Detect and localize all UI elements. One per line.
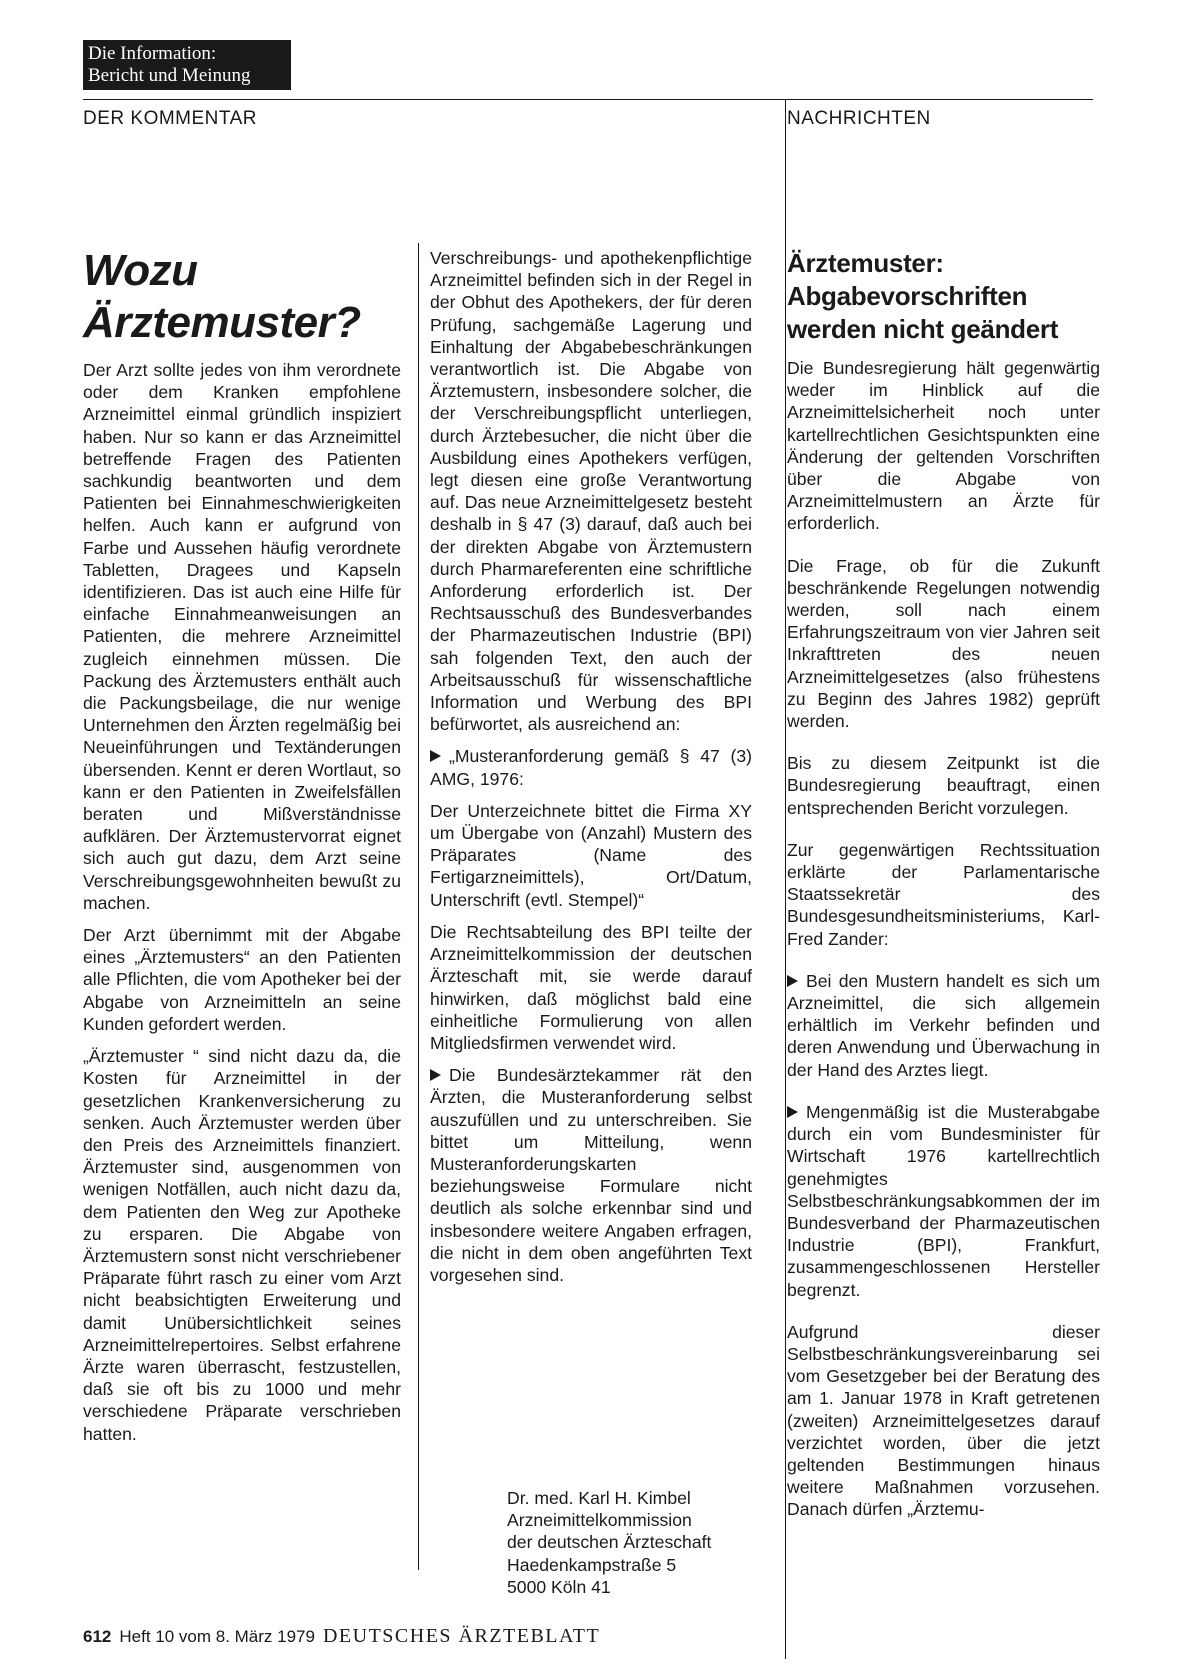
news-paragraph: Aufgrund dieser Selbstbeschränkungsvereinbarung sei vom Gesetzgeber bei der Beratung des am 1. Januar 1978 in Kraft getretenen (zweiten) Arzneimittelgesetzes darauf verzichtet worden, über die jetzt geltenden Bestimmungen hinaus weitere Maßnahmen vorzusehen. Danach dürfen „Ärztemu- — [787, 1321, 1100, 1520]
commentary-paragraph: „Ärztemuster “ sind nicht dazu da, die Kosten für Arzneimittel in der gesetzlichen Krankenversicherung zu senken. Auch Ärztemuster werden über den Preis des Arzneimittels finanziert. Ärztemuster sind, ausgenommen von wenigen Notfällen, auch nicht dazu da, dem Patienten den Weg zur Apotheke zu ersparen. Die Abgabe von Ärztemustern sonst nicht verschriebener Präparate führt rasch zu einer vom Arzt nicht beabsichtigten Erweiterung und damit Unübersichtlichkeit seines Arzneimittelrepertoires. Selbst erfahrene Ärzte waren überrascht, festzustellen, daß sie oft bis zu 1000 und mehr verschiedene Präparate verschrieben hatten. — [83, 1046, 401, 1444]
commentary-headline-line-2: Ärztemuster? — [83, 298, 361, 347]
commentary-column-1 — [83, 359, 401, 1445]
commentary-paragraph: Verschreibungs- und apothekenpflichtige Arzneimittel befinden sich in der Regel in der Obhut des Apothekers, der für deren Prüfung, sachgemäße Lagerung und Einhaltung der Abgabebeschränkungen verantwortlich ist. Die Abgabe von Ärztemustern, insbesondere solcher, die der Verschreibungspflicht unterliegen, durch Ärztebesucher, die nicht über die Ausbildung eines Apothekers verfügen, legt diesen eine große Verantwortung auf. Das neue Arzneimittelgesetz besteht deshalb in § 47 (3) darauf, daß auch bei der direkten Abgabe von Ärztemustern durch Pharmareferenten eine schriftliche Anforderung erforderlich ist. Der Rechtsausschuß des Bundesverbandes der Pharmazeutischen Industrie (BPI) sah folgenden Text, den auch der Arbeitsausschuß für wissenschaftliche Information und Werbung des BPI befürwortet, als ausreichend an: — [430, 248, 752, 735]
quoted-form-heading-text: „Musteranforderung gemäß § 47 (3) AMG, 1976: — [430, 746, 752, 789]
news-paragraph: Die Frage, ob für die Zukunft beschränkende Regelungen notwendig werden, soll nach einem Erfahrungszeitraum von vier Jahren seit Inkrafttreten des neuen Arzneimittelgesetzes (also frühestens zu Beginn des Jahres 1982) geprüft werden. — [787, 555, 1100, 732]
commentary-headline — [83, 245, 383, 349]
news-paragraph: Bis zu diesem Zeitpunkt ist die Bundesregierung beauftragt, einen entsprechenden Bericht vorzulegen. — [787, 753, 1100, 818]
commentary-bullet-text: Die Bundesärztekammer rät den Ärzten, die Musteranforderung selbst auszufüllen und zu unterschreiben. Sie bittet um Mitteilung, wenn Musteranforderungskarten beziehungsweise Formulare nicht deutlich als solche erkennbar sind und insbesondere weitere Angaben erfragen, die nicht in dem oben angeführten Text vorgesehen sind. — [430, 1065, 752, 1285]
triangle-bullet-icon — [787, 1106, 798, 1118]
news-headline-line-3: werden nicht geändert — [787, 314, 1059, 344]
news-paragraph: Die Bundesregierung hält gegenwärtig weder im Hinblick auf die Arzneimittelsicherheit noch unter kartellrechtlichen Gesichtspunkten eine Änderung der geltenden Vorschriften über die Abgabe von Arzneimittelmustern an Ärzte für erforderlich. — [787, 358, 1100, 534]
signature-line: Arzneimittelkommission — [507, 1510, 692, 1531]
journal-name: DEUTSCHES ÄRZTEBLATT — [322, 1625, 601, 1647]
column-divider-right — [785, 99, 786, 1659]
triangle-bullet-icon — [430, 750, 441, 762]
commentary-bullet-paragraph — [430, 1064, 752, 1286]
badge-line-1: Die Information: — [88, 43, 217, 64]
commentary-headline-line-1: Wozu — [83, 246, 198, 295]
author-signature — [507, 1487, 767, 1598]
signature-line: Dr. med. Karl H. Kimbel — [507, 1488, 691, 1508]
news-bullet-paragraph — [787, 970, 1100, 1081]
news-bullet-text: Bei den Mustern handelt es sich um Arzneimittel, die sich allgemein erhältlich im Verkehr befinden und deren Anwendung und Überwachung in der Hand des Arztes liegt. — [787, 970, 1100, 1080]
badge-line-2: Bericht und Meinung — [88, 65, 251, 86]
commentary-paragraph: Der Arzt sollte jedes von ihm verordnete oder dem Kranken empfohlene Arzneimittel einmal gründlich inspiziert haben. Nur so kann er das Arzneimittel betreffende Fragen des Patienten sachkundig beantworten und dem Patienten bei Einnahmeschwierigkeiten helfen. Auch kann er aufgrund von Farbe und Aussehen häufig verordnete Tabletten, Dragees und Kapseln identifizieren. Das ist auch eine Hilfe für einfache Einnahmeanweisungen an Patienten, die mehrere Arzneimittel zugleich einnehmen müssen. Die Packung des Ärztemusters enthält auch die Packungsbeilage, die nur wenige Unternehmen den Ärzten regelmäßig bei Neueinführungen und Textänderungen übersenden. Kennt er deren Wortlaut, so kann er den Patienten in Zweifelsfällen beraten und Mißverständnisse aufklären. Der Ärztemustervorrat eignet sich auch gut dazu, dem Arzt seine Verschreibungsgewohnheiten bewußt zu machen. — [83, 360, 401, 913]
commentary-paragraph: Die Rechtsabteilung des BPI teilte der Arzneimittelkommission der deutschen Ärzteschaft mit, sie werde darauf hinwirken, daß möglichst bald eine einheitliche Formulierung von allen Mitgliedsfirmen verwendet wird. — [430, 921, 752, 1053]
news-headline — [787, 247, 1097, 346]
news-column — [787, 357, 1100, 1521]
column-divider-middle — [418, 243, 419, 1570]
news-bullet-text: Mengenmäßig ist die Musterabgabe durch ein vom Bundesminister für Wirtschaft 1976 kartellrechtlich genehmigtes Selbstbeschränkungsabkommen der im Bundesverband der Pharmazeutischen Industrie (BPI), Frankfurt, zusammengeschlossenen Hersteller begrenzt. — [787, 1101, 1100, 1300]
news-paragraph: Zur gegenwärtigen Rechtssituation erklärte der Parlamentarische Staatssekretär des Bundesgesundheitsministeriums, Karl-Fred Zander: — [787, 839, 1100, 949]
commentary-column-2 — [430, 247, 752, 1286]
page-number: 612 — [83, 1627, 112, 1646]
triangle-bullet-icon — [430, 1069, 441, 1081]
news-bullet-paragraph — [787, 1101, 1100, 1301]
page-footer — [83, 1625, 600, 1648]
signature-line: Haedenkampstraße 5 — [507, 1554, 677, 1575]
news-headline-line-2: Abgabevorschriften — [787, 281, 1028, 311]
quoted-form-text: Der Unterzeichnete bittet die Firma XY um Übergabe von (Anzahl) Mustern des Präparates (Name des Fertigarzneimittels), Ort/Datum, Unterschrift (evtl. Stempel)“ — [430, 800, 752, 910]
quoted-form-heading — [430, 745, 752, 789]
signature-line: 5000 Köln 41 — [507, 1576, 611, 1597]
section-heading-commentary: DER KOMMENTAR — [83, 108, 257, 129]
triangle-bullet-icon — [787, 975, 798, 987]
signature-line: der deutschen Ärzteschaft — [507, 1532, 712, 1553]
news-headline-line-1: Ärztemuster: — [787, 248, 944, 278]
issue-info: Heft 10 vom 8. März 1979 — [119, 1627, 315, 1646]
top-rule — [83, 99, 1093, 100]
section-heading-news: NACHRICHTEN — [787, 108, 931, 129]
section-badge — [83, 40, 291, 90]
commentary-paragraph: Der Arzt übernimmt mit der Abgabe eines „Ärztemusters“ an den Patienten alle Pflichten, die vom Apotheker bei der Abgabe von Arzneimitteln an seine Kunden gefordert werden. — [83, 925, 401, 1034]
